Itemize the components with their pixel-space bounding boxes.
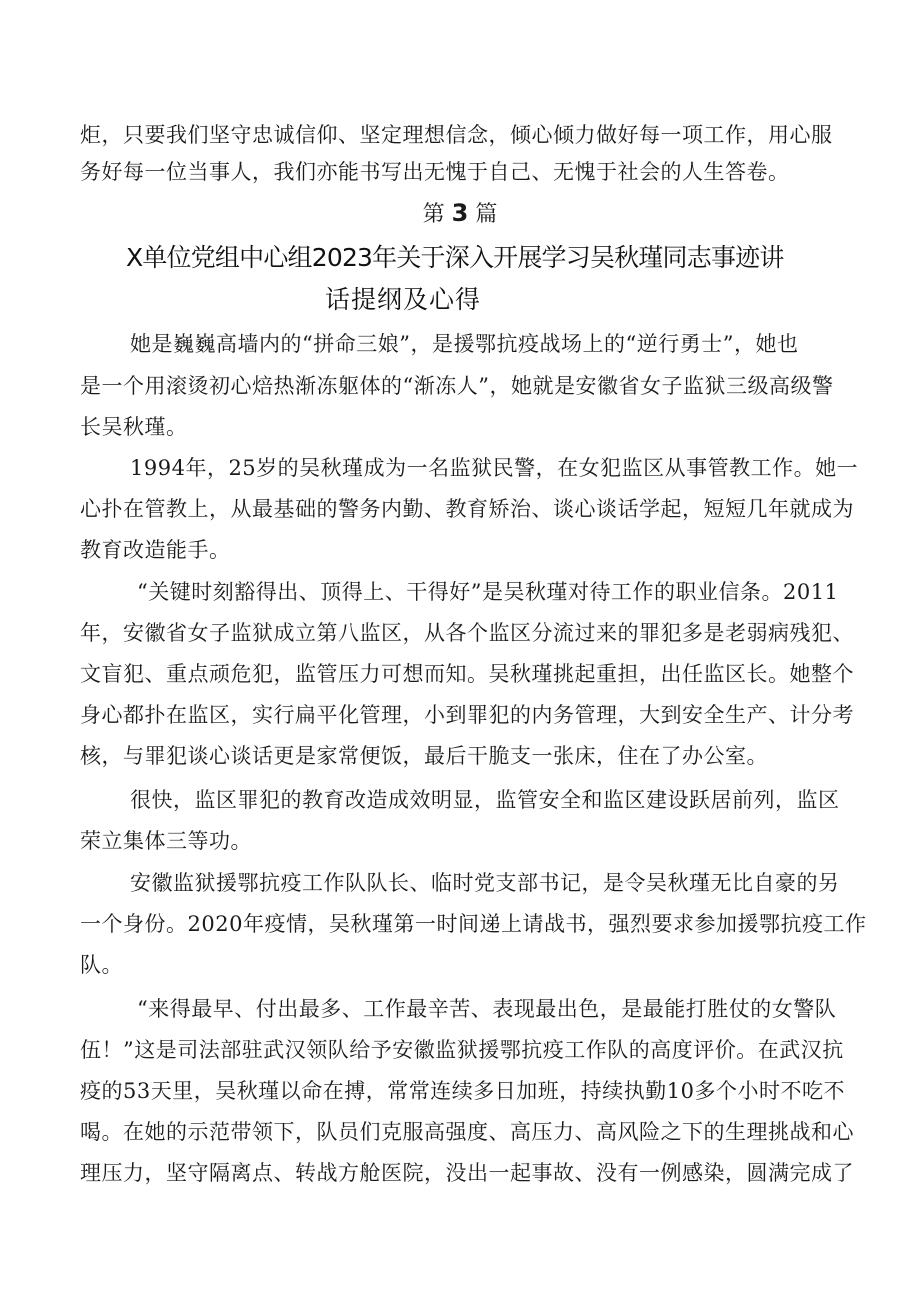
body-line: 很快，监区罪犯的教育改造成效明显，监管安全和监区建设跃居前列，监区 (130, 788, 840, 812)
body-line: 身心都扑在监区，实行扁平化管理，小到罪犯的内务管理，大到安全生产、计分考 (80, 703, 854, 727)
article-title: X单位党组中心组2023年关于深入开展学习吴秋瑾同志事迹讲 (126, 243, 784, 272)
body-line: 文盲犯、重点顽危犯，监管压力可想而知。吴秋瑾挑起重担，出任监区长。她整个 (80, 662, 854, 686)
section-label-prefix: 第 (422, 202, 445, 227)
body-line: 荣立集体三等功。 (80, 829, 252, 853)
body-line: 喝。在她的示范带领下，队员们克服高强度、高压力、高风险之下的生理挑战和心 (80, 1120, 854, 1144)
body-line: 1994年，25岁的吴秋瑾成为一名监狱民警，在女犯监区从事管教工作。她一 (130, 456, 859, 480)
section-label-suffix: 篇 (475, 202, 498, 227)
intro-line: 炬，只要我们坚守忠诚信仰、坚定理想信念，倾心倾力做好每一项工作，用心服 (80, 123, 833, 147)
body-line: 教育改造能手。 (80, 538, 231, 562)
body-line: “关键时刻豁得出、顶得上、干得好”是吴秋瑾对待工作的职业信条。2011 (137, 580, 839, 604)
body-line: 是一个用滚烫初心焙热渐冻躯体的“渐冻人”，她就是安徽省女子监狱三级高级警 (80, 374, 834, 398)
body-line: 理压力，坚守隔离点、转战方舱医院，没出一起事故、没有一例感染，圆满完成了 (80, 1161, 854, 1185)
body-line: 长吴秋瑾。 (80, 415, 188, 439)
intro-line: 务好每一位当事人，我们亦能书写出无愧于自己、无愧于社会的人生答卷。 (80, 160, 790, 184)
body-line: 心扑在管教上，从最基础的警务内勤、教育矫治、谈心谈话学起，短短几年就成为 (80, 497, 854, 521)
body-line: 疫的53天里，吴秋瑾以命在搏，常常连续多日加班，持续执勤10多个小时不吃不 (80, 1079, 845, 1103)
body-line: 队。 (80, 953, 123, 977)
body-line: 安徽监狱援鄂抗疫工作队队长、临时党支部书记，是令吴秋瑾无比自豪的另 (130, 871, 840, 895)
body-line: 核，与罪犯谈心谈话更是家常便饭，最后干脆支一张床，住在了办公室。 (80, 744, 768, 768)
body-line: 年，安徽省女子监狱成立第八监区，从各个监区分流过来的罪犯多是老弱病残犯、 (80, 621, 854, 645)
body-line: 她是巍巍高墙内的“拼命三娘”，是援鄂抗疫战场上的“逆行勇士”，她也 (130, 332, 799, 356)
body-line: “来得最早、付出最多、工作最辛苦、表现最出色，是最能打胜仗的女警队 (137, 997, 837, 1021)
body-line: 伍！”这是司法部驻武汉领队给予安徽监狱援鄂抗疫工作队的高度评价。在武汉抗 (80, 1038, 844, 1062)
section-number: 3 (451, 199, 469, 227)
body-line: 一个身份。2020年疫情，吴秋瑾第一时间递上请战书，强烈要求参加援鄂抗疫工作 (80, 912, 867, 936)
article-title-continued: 话提纲及心得 (325, 285, 482, 314)
section-label (0, 198, 920, 230)
